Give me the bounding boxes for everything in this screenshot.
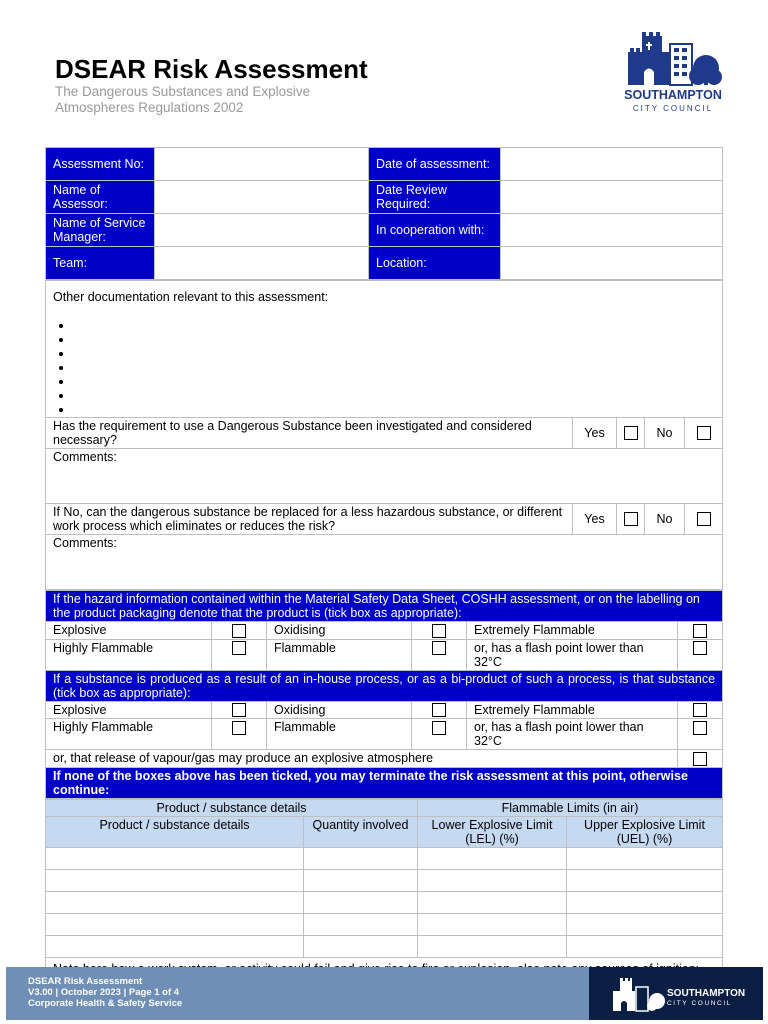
vapour-label: or, that release of vapour/gas may produce an explosive atmosphere: [46, 750, 678, 768]
question1-yes-label: Yes: [573, 418, 617, 449]
list-item: [73, 402, 715, 416]
extremely-flammable-checkbox[interactable]: [693, 624, 707, 638]
footer-logo: [589, 967, 763, 1020]
col-quantity: Quantity involved: [304, 817, 418, 848]
assessment-no-label: Assessment No:: [46, 148, 155, 181]
details-table: [45, 147, 723, 280]
extremely-flammable-label: Extremely Flammable: [467, 622, 678, 640]
table-cell[interactable]: [567, 892, 723, 914]
table-cell[interactable]: [567, 848, 723, 870]
table-cell[interactable]: [46, 914, 304, 936]
list-item: [73, 388, 715, 402]
service-manager-field[interactable]: [155, 214, 369, 247]
footer-logo-subname: CITY COUNCIL: [667, 1000, 732, 1007]
explosive-checkbox[interactable]: [232, 703, 246, 717]
footer-info: [6, 967, 589, 1020]
footer-service: Corporate Health & Safety Service: [28, 998, 183, 1009]
flash-point-checkbox[interactable]: [693, 721, 707, 735]
list-item: [73, 318, 715, 332]
table-cell[interactable]: [418, 914, 567, 936]
question1-no-checkbox[interactable]: [697, 426, 711, 440]
table-cell[interactable]: [304, 914, 418, 936]
documentation-label: Other documentation relevant to this assessment:: [53, 290, 329, 304]
question2-yes-checkbox[interactable]: [624, 512, 638, 526]
explosive-label: Explosive: [46, 622, 212, 640]
table-row: [46, 936, 723, 958]
documentation-cell[interactable]: [46, 281, 723, 418]
logo-subname: CITY COUNCIL: [632, 104, 714, 113]
cooperation-field[interactable]: [501, 214, 723, 247]
table-cell[interactable]: [418, 936, 567, 958]
table-row: [46, 870, 723, 892]
oxidising-label: Oxidising: [267, 701, 412, 719]
date-of-assessment-field[interactable]: [501, 148, 723, 181]
highly-flammable-label: Highly Flammable: [46, 639, 212, 670]
team-field[interactable]: [155, 247, 369, 280]
question1-comments[interactable]: [46, 449, 723, 504]
oxidising-checkbox[interactable]: [432, 624, 446, 638]
flash-point-label: or, has a flash point lower than 32°C: [467, 639, 678, 670]
table-cell[interactable]: [46, 892, 304, 914]
question2-comments[interactable]: [46, 535, 723, 590]
col-uel: Upper Explosive Limit (UEL) (%): [567, 817, 723, 848]
oxidising-label: Oxidising: [267, 622, 412, 640]
castle-icon: [622, 30, 724, 86]
page-footer: [6, 967, 763, 1020]
table-cell[interactable]: [46, 936, 304, 958]
footer-doc-title: DSEAR Risk Assessment: [28, 976, 143, 987]
flammable-label: Flammable: [267, 639, 412, 670]
explosive-checkbox[interactable]: [232, 624, 246, 638]
list-item: [73, 332, 715, 346]
castle-icon: [609, 975, 669, 1015]
list-item: [73, 360, 715, 374]
flammable-group-header: Flammable Limits (in air): [418, 800, 723, 817]
council-logo: [622, 30, 724, 116]
table-cell[interactable]: [304, 936, 418, 958]
question2-no-label: No: [645, 504, 685, 535]
flammable-label: Flammable: [267, 719, 412, 750]
product-table: [45, 799, 723, 992]
vapour-checkbox[interactable]: [693, 752, 707, 766]
location-field[interactable]: [501, 247, 723, 280]
table-cell[interactable]: [567, 914, 723, 936]
table-cell[interactable]: [46, 870, 304, 892]
product-group-header: Product / substance details: [46, 800, 418, 817]
assessment-no-field[interactable]: [155, 148, 369, 181]
explosive-label: Explosive: [46, 701, 212, 719]
assessor-label: Name of Assessor:: [46, 181, 155, 214]
question1-yes-checkbox[interactable]: [624, 426, 638, 440]
list-item: [73, 374, 715, 388]
team-label: Team:: [46, 247, 155, 280]
table-row: [46, 892, 723, 914]
highly-flammable-label: Highly Flammable: [46, 719, 212, 750]
question1-no-label: No: [645, 418, 685, 449]
comments-label: Comments:: [53, 536, 117, 550]
extremely-flammable-label: Extremely Flammable: [467, 701, 678, 719]
footer-logo-name: SOUTHAMPTON: [667, 988, 746, 999]
hazard-section2-header: If a substance is produced as a result of an in-house process, or as a bi-product of such a process, is that substance (tick box as appropriate):: [46, 670, 723, 701]
date-of-assessment-label: Date of assessment:: [369, 148, 501, 181]
extremely-flammable-checkbox[interactable]: [693, 703, 707, 717]
hazard-table-1: [45, 590, 723, 799]
table-cell[interactable]: [418, 870, 567, 892]
flash-point-label: or, has a flash point lower than 32°C: [467, 719, 678, 750]
assessment-form: [45, 147, 722, 992]
flammable-checkbox[interactable]: [432, 641, 446, 655]
flash-point-checkbox[interactable]: [693, 641, 707, 655]
documentation-list: [73, 318, 715, 416]
logo-name: SOUTHAMPTON: [624, 88, 722, 102]
footer-version: V3.00 | October 2023 | Page 1 of 4: [28, 987, 180, 998]
questions-table: [45, 280, 723, 590]
question2-text: If No, can the dangerous substance be replaced for a less hazardous substance, or different work process which eliminates or reduces the risk?: [46, 504, 573, 535]
terminate-notice: If none of the boxes above has been ticked, you may terminate the risk assessment at this point, otherwise continue:: [46, 768, 723, 799]
flammable-checkbox[interactable]: [432, 721, 446, 735]
highly-flammable-checkbox[interactable]: [232, 641, 246, 655]
question2-yes-label: Yes: [573, 504, 617, 535]
col-lel: Lower Explosive Limit (LEL) (%): [418, 817, 567, 848]
table-row: [46, 848, 723, 870]
table-cell[interactable]: [567, 870, 723, 892]
table-cell[interactable]: [304, 848, 418, 870]
col-product: Product / substance details: [46, 817, 304, 848]
table-cell[interactable]: [418, 892, 567, 914]
table-row: [46, 914, 723, 936]
cooperation-label: In cooperation with:: [369, 214, 501, 247]
table-cell[interactable]: [567, 936, 723, 958]
question2-no-checkbox[interactable]: [697, 512, 711, 526]
table-cell[interactable]: [418, 848, 567, 870]
comments-label: Comments:: [53, 450, 117, 464]
hazard-section1-header: If the hazard information contained within the Material Safety Data Sheet, COSHH assessment, or on the labelling on the product packaging denote that the product is (tick box as appropriate):: [46, 591, 723, 622]
page-title: DSEAR Risk Assessment: [55, 54, 368, 84]
assessor-field[interactable]: [155, 181, 369, 214]
oxidising-checkbox[interactable]: [432, 703, 446, 717]
question1-text: Has the requirement to use a Dangerous Substance been investigated and considered necessary?: [46, 418, 573, 449]
table-cell[interactable]: [304, 892, 418, 914]
service-manager-label: Name of Service Manager:: [46, 214, 155, 247]
table-cell[interactable]: [304, 870, 418, 892]
list-item: [73, 346, 715, 360]
table-cell[interactable]: [46, 848, 304, 870]
date-review-label: Date Review Required:: [369, 181, 501, 214]
date-review-field[interactable]: [501, 181, 723, 214]
location-label: Location:: [369, 247, 501, 280]
page-subtitle: The Dangerous Substances and Explosive Atmospheres Regulations 2002: [55, 84, 311, 115]
highly-flammable-checkbox[interactable]: [232, 721, 246, 735]
